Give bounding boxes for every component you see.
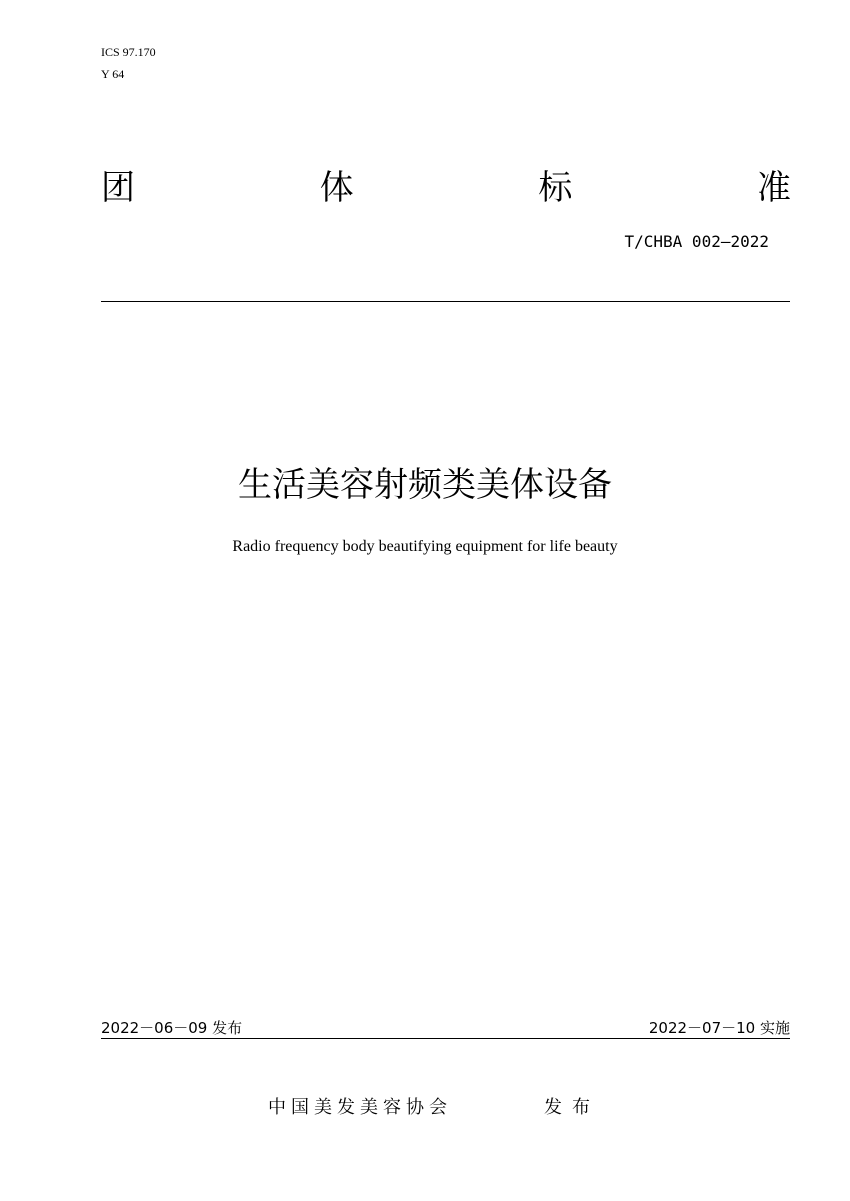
- classification-code: Y 64: [101, 67, 125, 81]
- standard-type-char: 团: [101, 168, 135, 208]
- header-divider: [101, 301, 790, 302]
- document-title-en: Radio frequency body beautifying equipment for life beauty: [232, 538, 618, 555]
- date-divider: [101, 1038, 790, 1039]
- standard-type-char: 标: [538, 168, 573, 208]
- publisher-name: 中国美发美容协会: [268, 1097, 452, 1118]
- ics-code: ICS 97.170: [101, 45, 156, 59]
- standard-type-char: 体: [319, 168, 354, 208]
- standard-type-heading: [101, 168, 791, 208]
- publish-label: 发布: [544, 1097, 600, 1118]
- implementation-date: 2022－07－10 实施: [648, 1019, 790, 1037]
- standard-number: T/CHBA 002—2022: [624, 232, 769, 251]
- standard-type-char: 准: [756, 168, 791, 208]
- issue-date: 2022－06－09 发布: [101, 1019, 243, 1037]
- document-title-zh: 生活美容射频类美体设备: [238, 465, 612, 505]
